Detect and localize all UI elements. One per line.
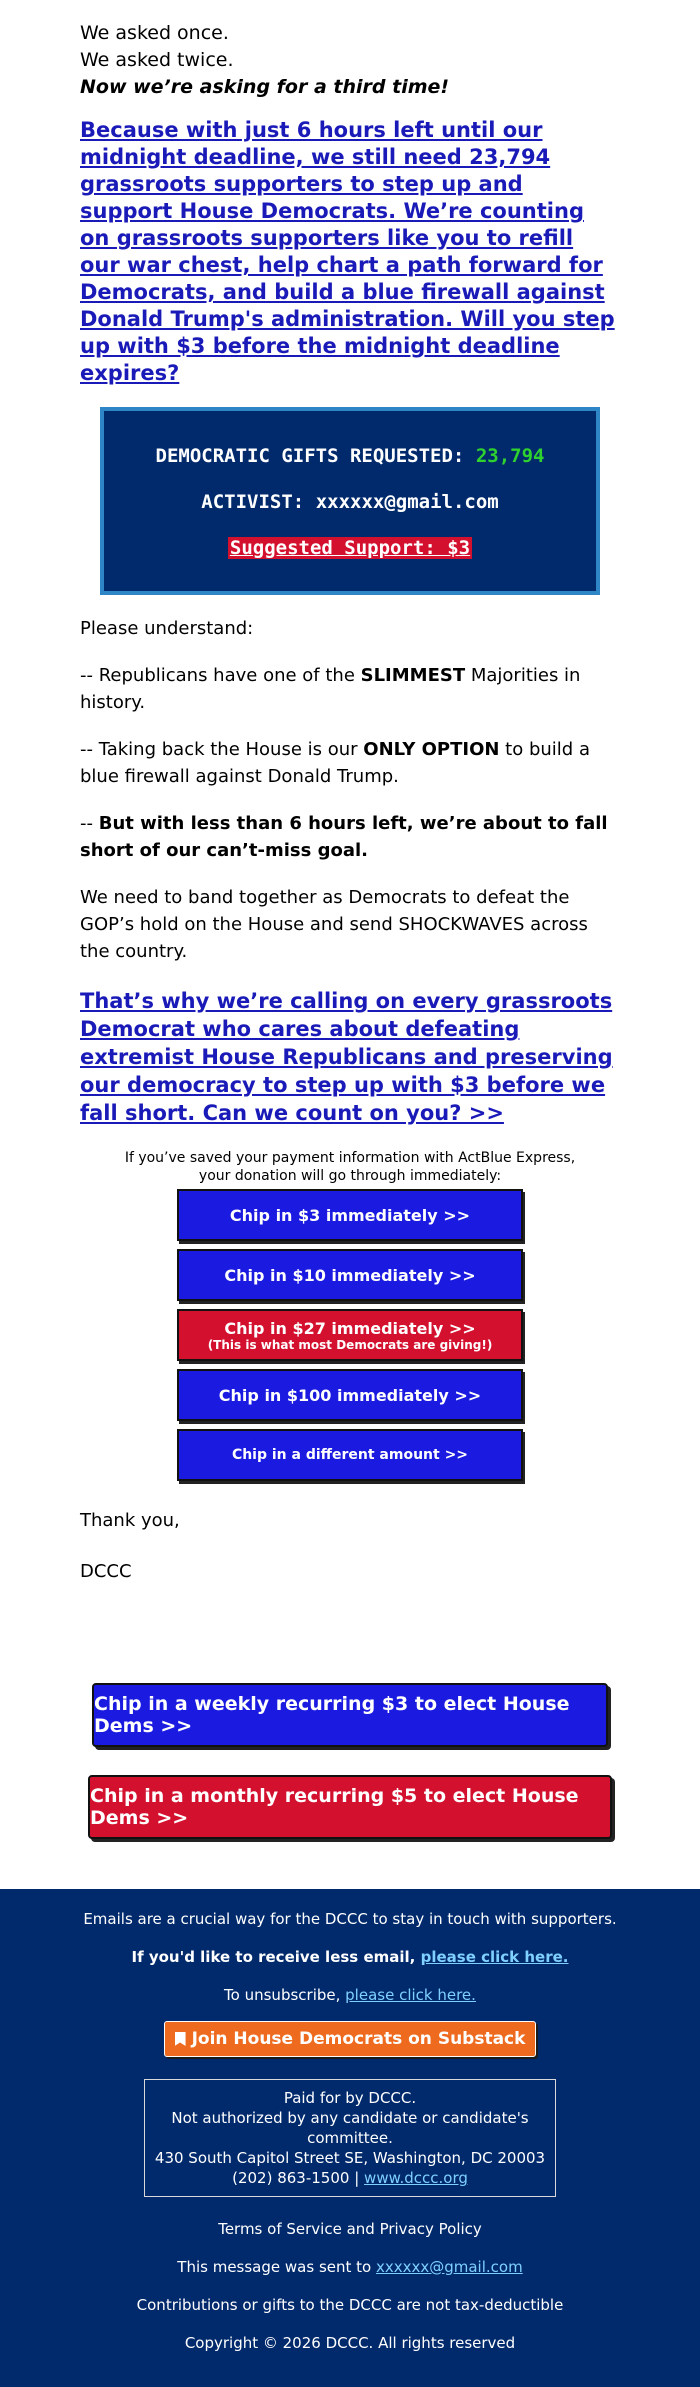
sent-to-text: This message was sent to — [177, 2258, 376, 2276]
less-email-line — [0, 1947, 700, 1967]
express-note-line-1: If you’ve saved your payment information with ActBlue Express, — [124, 1150, 576, 1166]
point-emphasis: SLIMMEST — [360, 665, 466, 686]
point-fall-short — [80, 810, 620, 864]
point-text: Majorities in history. — [80, 665, 581, 713]
point-only-option — [80, 736, 620, 790]
activist-label: ACTIVIST: — [201, 491, 305, 513]
actblue-express-note — [80, 1149, 620, 1185]
express-note-line-2: your donation will go through immediately: — [198, 1168, 502, 1184]
less-email-link[interactable]: please click here. — [420, 1948, 569, 1966]
gift-status-box — [100, 407, 600, 595]
point-emphasis: But with less than 6 hours left, we’re about to fall short of our can’t-miss goal. — [80, 813, 608, 861]
headline-donate-link[interactable]: Because with just 6 hours left until our midnight deadline, we still need 23,794 grassroots supporters to step up and support House Democrats. We’re counting on grassroots supporters like you to refill our war chest, help chart a path forward for Democrats, and build a blue firewall against Donald Trump's administration. Will you step up with $3 before the midnight deadline expires? — [80, 118, 615, 385]
point-text: to build a blue firewall against Donald Trump. — [80, 739, 590, 787]
website-link[interactable]: www.dccc.org — [364, 2169, 468, 2187]
copyright: Copyright © 2026 DCCC. All rights reserved — [184, 2334, 516, 2352]
less-email-text: If you'd like to receive less email, — [131, 1948, 421, 1966]
bookmark-icon — [175, 2032, 186, 2046]
chip-in-3-button[interactable] — [177, 1189, 523, 1241]
suggested-support-link[interactable]: Suggested Support: $3 — [229, 537, 471, 559]
button-label: Chip in $27 immediately >> — [224, 1318, 476, 1338]
unsubscribe-text: To unsubscribe, — [224, 1986, 346, 2004]
chip-in-10-button[interactable] — [177, 1249, 523, 1301]
button-label: Chip in $3 immediately >> — [229, 1205, 471, 1225]
button-sublabel: (This is what most Democrats are giving!) — [207, 1337, 493, 1352]
terms-link[interactable]: Terms of Service and Privacy Policy — [218, 2220, 482, 2238]
phone-website-line — [145, 2168, 555, 2188]
paid-for-text: Paid for by DCCC. — [283, 2089, 417, 2107]
sent-to-email-link[interactable]: xxxxxx@gmail.com — [375, 2258, 523, 2276]
button-label: Chip in $100 immediately >> — [218, 1385, 482, 1405]
suggested-support-row — [114, 525, 586, 571]
point-text: -- Taking back the House is our — [80, 739, 364, 760]
point-slimmest — [80, 662, 620, 716]
address-text: 430 South Capitol Street SE, Washington, DC 20003 — [154, 2149, 546, 2167]
weekly-recurring-button[interactable]: Chip in a weekly recurring $3 to elect House Dems >> — [92, 1683, 608, 1747]
understand-text: Please understand: — [80, 618, 254, 639]
phone-text: (202) 863-1500 | — [232, 2169, 360, 2187]
footer — [0, 1889, 700, 2387]
point-emphasis: ONLY OPTION — [363, 739, 500, 760]
button-label: Chip in $10 immediately >> — [224, 1265, 476, 1285]
thank-you-text: Thank you, — [80, 1510, 180, 1531]
chip-in-100-button[interactable] — [177, 1369, 523, 1421]
activist-row — [114, 479, 586, 525]
unsubscribe-line — [0, 1985, 700, 2005]
activist-email: xxxxxx@gmail.com — [315, 491, 499, 513]
band-together-text: We need to band together as Democrats to defeat the GOP’s hold on the House and send SHOCKWAVES across the country. — [80, 887, 588, 962]
not-authorized-text: Not authorized by any candidate or candidate's committee. — [171, 2109, 529, 2147]
monthly-recurring-button[interactable]: Chip in a monthly recurring $5 to elect House Dems >> — [88, 1775, 612, 1839]
unsubscribe-link[interactable]: please click here. — [345, 1986, 476, 2004]
paid-for-box — [144, 2079, 556, 2197]
chip-in-27-button[interactable] — [177, 1309, 523, 1361]
substack-button-label: Join House Democrats on Substack — [191, 2029, 526, 2049]
point-text: -- Republicans have one of the — [80, 665, 361, 686]
chip-in-other-amount-button[interactable] — [177, 1429, 523, 1481]
recurring-buttons — [0, 1683, 700, 1839]
tax-note: Contributions or gifts to the DCCC are not tax-deductible — [136, 2296, 564, 2314]
intro-line-1: We asked once. — [80, 22, 229, 44]
emails-note: Emails are a crucial way for the DCCC to stay in touch with supporters. — [83, 1910, 617, 1928]
point-text: -- — [80, 813, 99, 834]
gifts-requested-value: 23,794 — [475, 445, 545, 467]
intro-line-3: Now we’re asking for a third time! — [80, 76, 450, 98]
gifts-requested-label: DEMOCRATIC GIFTS REQUESTED: — [155, 445, 465, 467]
sent-to-line — [0, 2257, 700, 2277]
gifts-requested-row — [114, 433, 586, 479]
cta-donate-link[interactable]: That’s why we’re calling on every grassroots Democrat who cares about defeating extremist House Republicans and preserving our democracy to step up with $3 before we fall short. Can we count on you? >> — [80, 989, 613, 1125]
button-label: Chip in a different amount >> — [231, 1447, 469, 1463]
signature: DCCC — [80, 1561, 132, 1582]
substack-join-button[interactable] — [164, 2021, 537, 2057]
donation-button-group — [80, 1189, 620, 1489]
intro-line-2: We asked twice. — [80, 49, 234, 71]
